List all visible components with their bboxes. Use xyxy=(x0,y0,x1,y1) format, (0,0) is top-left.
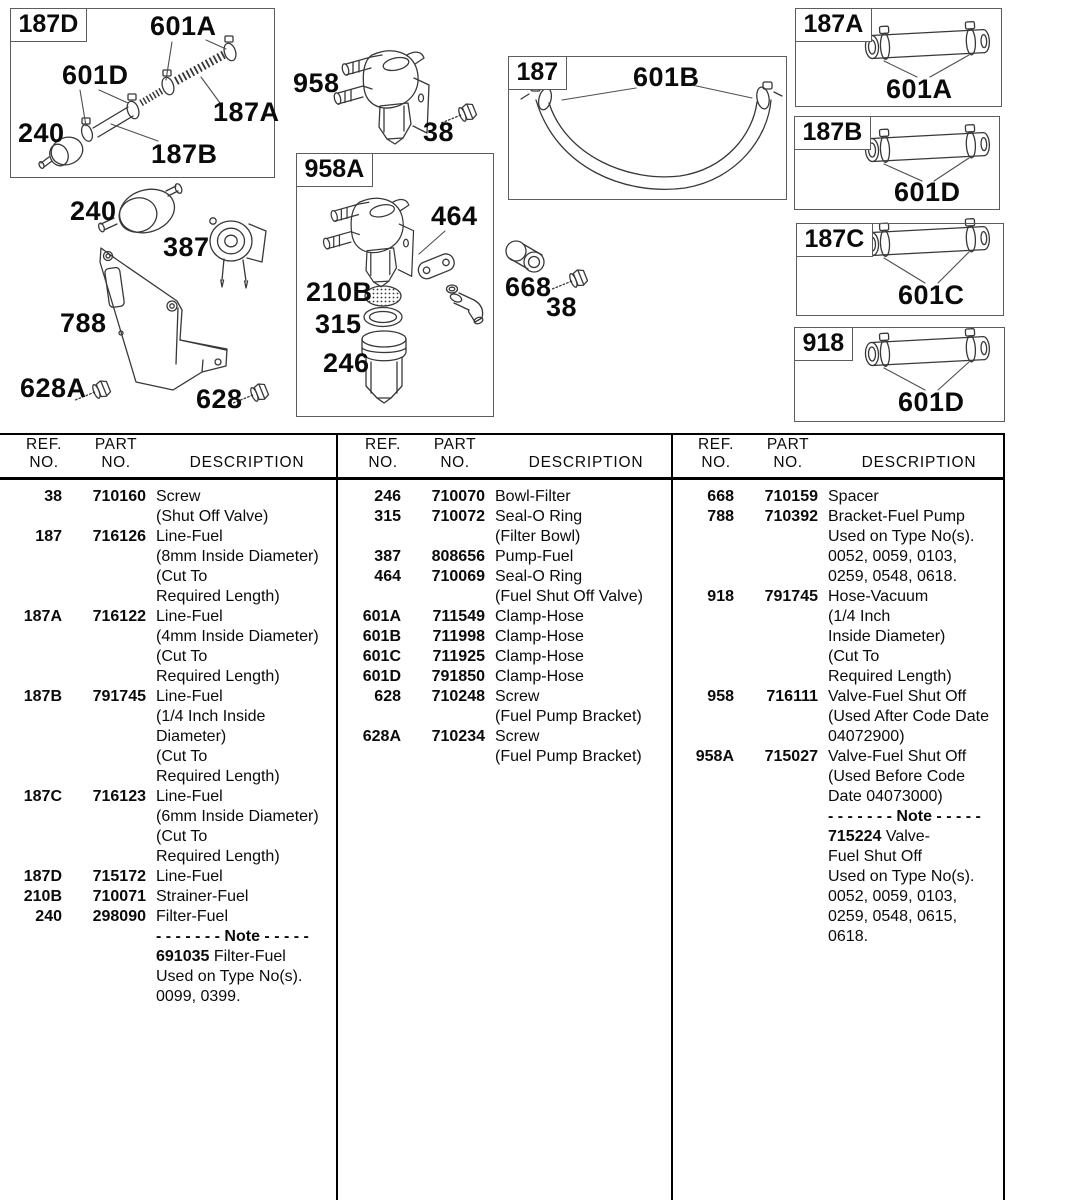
callout-240-mid: 240 xyxy=(70,196,117,226)
table-row: 187B 791745 Line-Fuel xyxy=(23,688,223,705)
table-row: Required Length) xyxy=(156,668,280,685)
callout-187b: 187B xyxy=(151,139,218,169)
callout-601c-box: 601C xyxy=(898,280,965,310)
fuel-shutoff-valve-drawing xyxy=(333,51,429,144)
header-ref-no: REF. NO. xyxy=(698,436,734,471)
table-row: 0052, 0059, 0103, xyxy=(828,888,958,905)
callout-387: 387 xyxy=(163,232,210,262)
table-row: (1/4 Inch Inside xyxy=(156,708,266,725)
fuel-pump-drawing xyxy=(210,218,266,288)
table-top-rule xyxy=(0,433,1005,435)
table-row: 601A 711549 Clamp-Hose xyxy=(362,608,584,625)
box-187d xyxy=(10,8,275,178)
table-row: Required Length) xyxy=(156,848,280,865)
table-row: (6mm Inside Diameter) xyxy=(156,808,319,825)
callout-601a-box: 601A xyxy=(886,74,953,104)
table-row: (Cut To xyxy=(156,648,208,665)
table-row: (Cut To xyxy=(156,748,208,765)
callout-240: 240 xyxy=(18,118,65,148)
callout-668: 668 xyxy=(505,272,552,302)
table-row: 691035 Filter-Fuel xyxy=(156,948,286,965)
parts-table-column-3 xyxy=(672,487,1006,947)
table-row: 187A 716122 Line-Fuel xyxy=(23,608,223,625)
table-row: (4mm Inside Diameter) xyxy=(156,628,319,645)
table-row: 628 710248 Screw xyxy=(374,688,540,705)
table-row: - - - - - - - Note - - - - - xyxy=(828,808,981,825)
callout-38-top: 38 xyxy=(423,117,455,147)
table-row: 628A 710234 Screw xyxy=(362,728,540,745)
table-row: 246 710070 Bowl-Filter xyxy=(374,488,571,505)
table-row: 187 716126 Line-Fuel xyxy=(35,528,223,545)
box-187-tab: 187 xyxy=(508,56,568,90)
callout-601a: 601A xyxy=(150,11,217,41)
table-row: Inside Diameter) xyxy=(828,628,946,645)
callout-246: 246 xyxy=(323,348,370,378)
table-row: 0099, 0399. xyxy=(156,988,241,1005)
header-description: DESCRIPTION xyxy=(189,453,305,471)
table-row: 464 710069 Seal-O Ring xyxy=(374,568,583,585)
callout-38-mid: 38 xyxy=(546,292,578,322)
table-row: 387 808656 Pump-Fuel xyxy=(374,548,574,565)
table-row: Required Length) xyxy=(828,668,952,685)
table-row: (Fuel Shut Off Valve) xyxy=(495,588,643,605)
callout-315: 315 xyxy=(315,309,362,339)
table-row: (Fuel Pump Bracket) xyxy=(495,748,642,765)
table-row: 788 710392 Bracket-Fuel Pump xyxy=(707,508,965,525)
table-row: 958A 715027 Valve-Fuel Shut Off xyxy=(695,748,967,765)
table-row: (Cut To xyxy=(156,568,208,585)
callout-628a: 628A xyxy=(20,373,87,403)
callout-601d: 601D xyxy=(62,60,129,90)
table-row: (Used After Code Date xyxy=(828,708,989,725)
header-part-no: PART NO. xyxy=(94,436,138,471)
table-row: 601C 711925 Clamp-Hose xyxy=(362,648,584,665)
table-row: (8mm Inside Diameter) xyxy=(156,548,319,565)
header-part-no: PART NO. xyxy=(433,436,477,471)
table-row: Used on Type No(s). xyxy=(156,968,303,985)
callout-601d-box2: 601D xyxy=(898,387,965,417)
table-row: Used on Type No(s). xyxy=(828,528,975,545)
callout-601d-box1: 601D xyxy=(894,177,961,207)
table-row: 0618. xyxy=(828,928,869,945)
header-ref-no: REF. NO. xyxy=(365,436,401,471)
box-187c-tab: 187C xyxy=(796,223,874,257)
header-description: DESCRIPTION xyxy=(528,453,644,471)
table-header-group xyxy=(339,436,676,482)
table-row: 601D 791850 Clamp-Hose xyxy=(362,668,584,685)
table-row: Required Length) xyxy=(156,588,280,605)
table-row: (Cut To xyxy=(156,828,208,845)
table-row: 187C 716123 Line-Fuel xyxy=(23,788,223,805)
table-row: Diameter) xyxy=(156,728,227,745)
callout-628: 628 xyxy=(196,384,243,414)
table-row: 240 298090 Filter-Fuel xyxy=(35,908,229,925)
table-row: 958 716111 Valve-Fuel Shut Off xyxy=(707,688,967,705)
table-row: - - - - - - - Note - - - - - xyxy=(156,928,309,945)
table-row: 04072900) xyxy=(828,728,905,745)
table-row: Required Length) xyxy=(156,768,280,785)
table-divider-1 xyxy=(336,433,338,1200)
table-row: 601B 711998 Clamp-Hose xyxy=(362,628,584,645)
table-row: (Shut Off Valve) xyxy=(156,508,269,525)
table-header-group xyxy=(0,436,337,482)
table-row: (Cut To xyxy=(828,648,880,665)
callout-464: 464 xyxy=(431,201,478,231)
table-row: 0259, 0548, 0618. xyxy=(828,568,958,585)
table-row: (1/4 Inch xyxy=(828,608,891,625)
header-ref-no: REF. NO. xyxy=(26,436,62,471)
table-header-group xyxy=(672,436,1009,482)
box-958a-tab: 958A xyxy=(296,153,374,187)
box-187b-tab: 187B xyxy=(794,116,872,150)
callout-601b: 601B xyxy=(633,62,700,92)
fuel-pump-bracket-drawing xyxy=(100,248,227,390)
parts-table-column-2 xyxy=(339,487,673,767)
callout-958: 958 xyxy=(293,68,340,98)
table-row: Used on Type No(s). xyxy=(828,868,975,885)
table-row: 0052, 0059, 0103, xyxy=(828,548,958,565)
callout-788: 788 xyxy=(60,308,107,338)
table-row: (Fuel Pump Bracket) xyxy=(495,708,642,725)
table-row: Date 04073000) xyxy=(828,788,943,805)
table-row: 187D 715172 Line-Fuel xyxy=(23,868,223,885)
callout-210b: 210B xyxy=(306,277,373,307)
table-row: 715224 Valve- xyxy=(828,828,930,845)
table-row: 918 791745 Hose-Vacuum xyxy=(707,588,929,605)
box-918-tab: 918 xyxy=(794,327,854,361)
table-row: 315 710072 Seal-O Ring xyxy=(374,508,583,525)
header-part-no: PART NO. xyxy=(766,436,810,471)
table-row: 0259, 0548, 0615, xyxy=(828,908,958,925)
box-187d-tab: 187D xyxy=(10,8,88,42)
table-row: Fuel Shut Off xyxy=(828,848,922,865)
table-row: (Filter Bowl) xyxy=(495,528,581,545)
callout-187a: 187A xyxy=(213,97,280,127)
header-description: DESCRIPTION xyxy=(861,453,977,471)
box-187a-tab: 187A xyxy=(795,8,873,42)
parts-table-column-1 xyxy=(0,487,334,1007)
table-row: 668 710159 Spacer xyxy=(707,488,879,505)
table-row: 210B 710071 Strainer-Fuel xyxy=(23,888,249,905)
spacer-drawing xyxy=(506,241,544,272)
table-row: 38 710160 Screw xyxy=(44,488,201,505)
table-row: (Used Before Code xyxy=(828,768,965,785)
